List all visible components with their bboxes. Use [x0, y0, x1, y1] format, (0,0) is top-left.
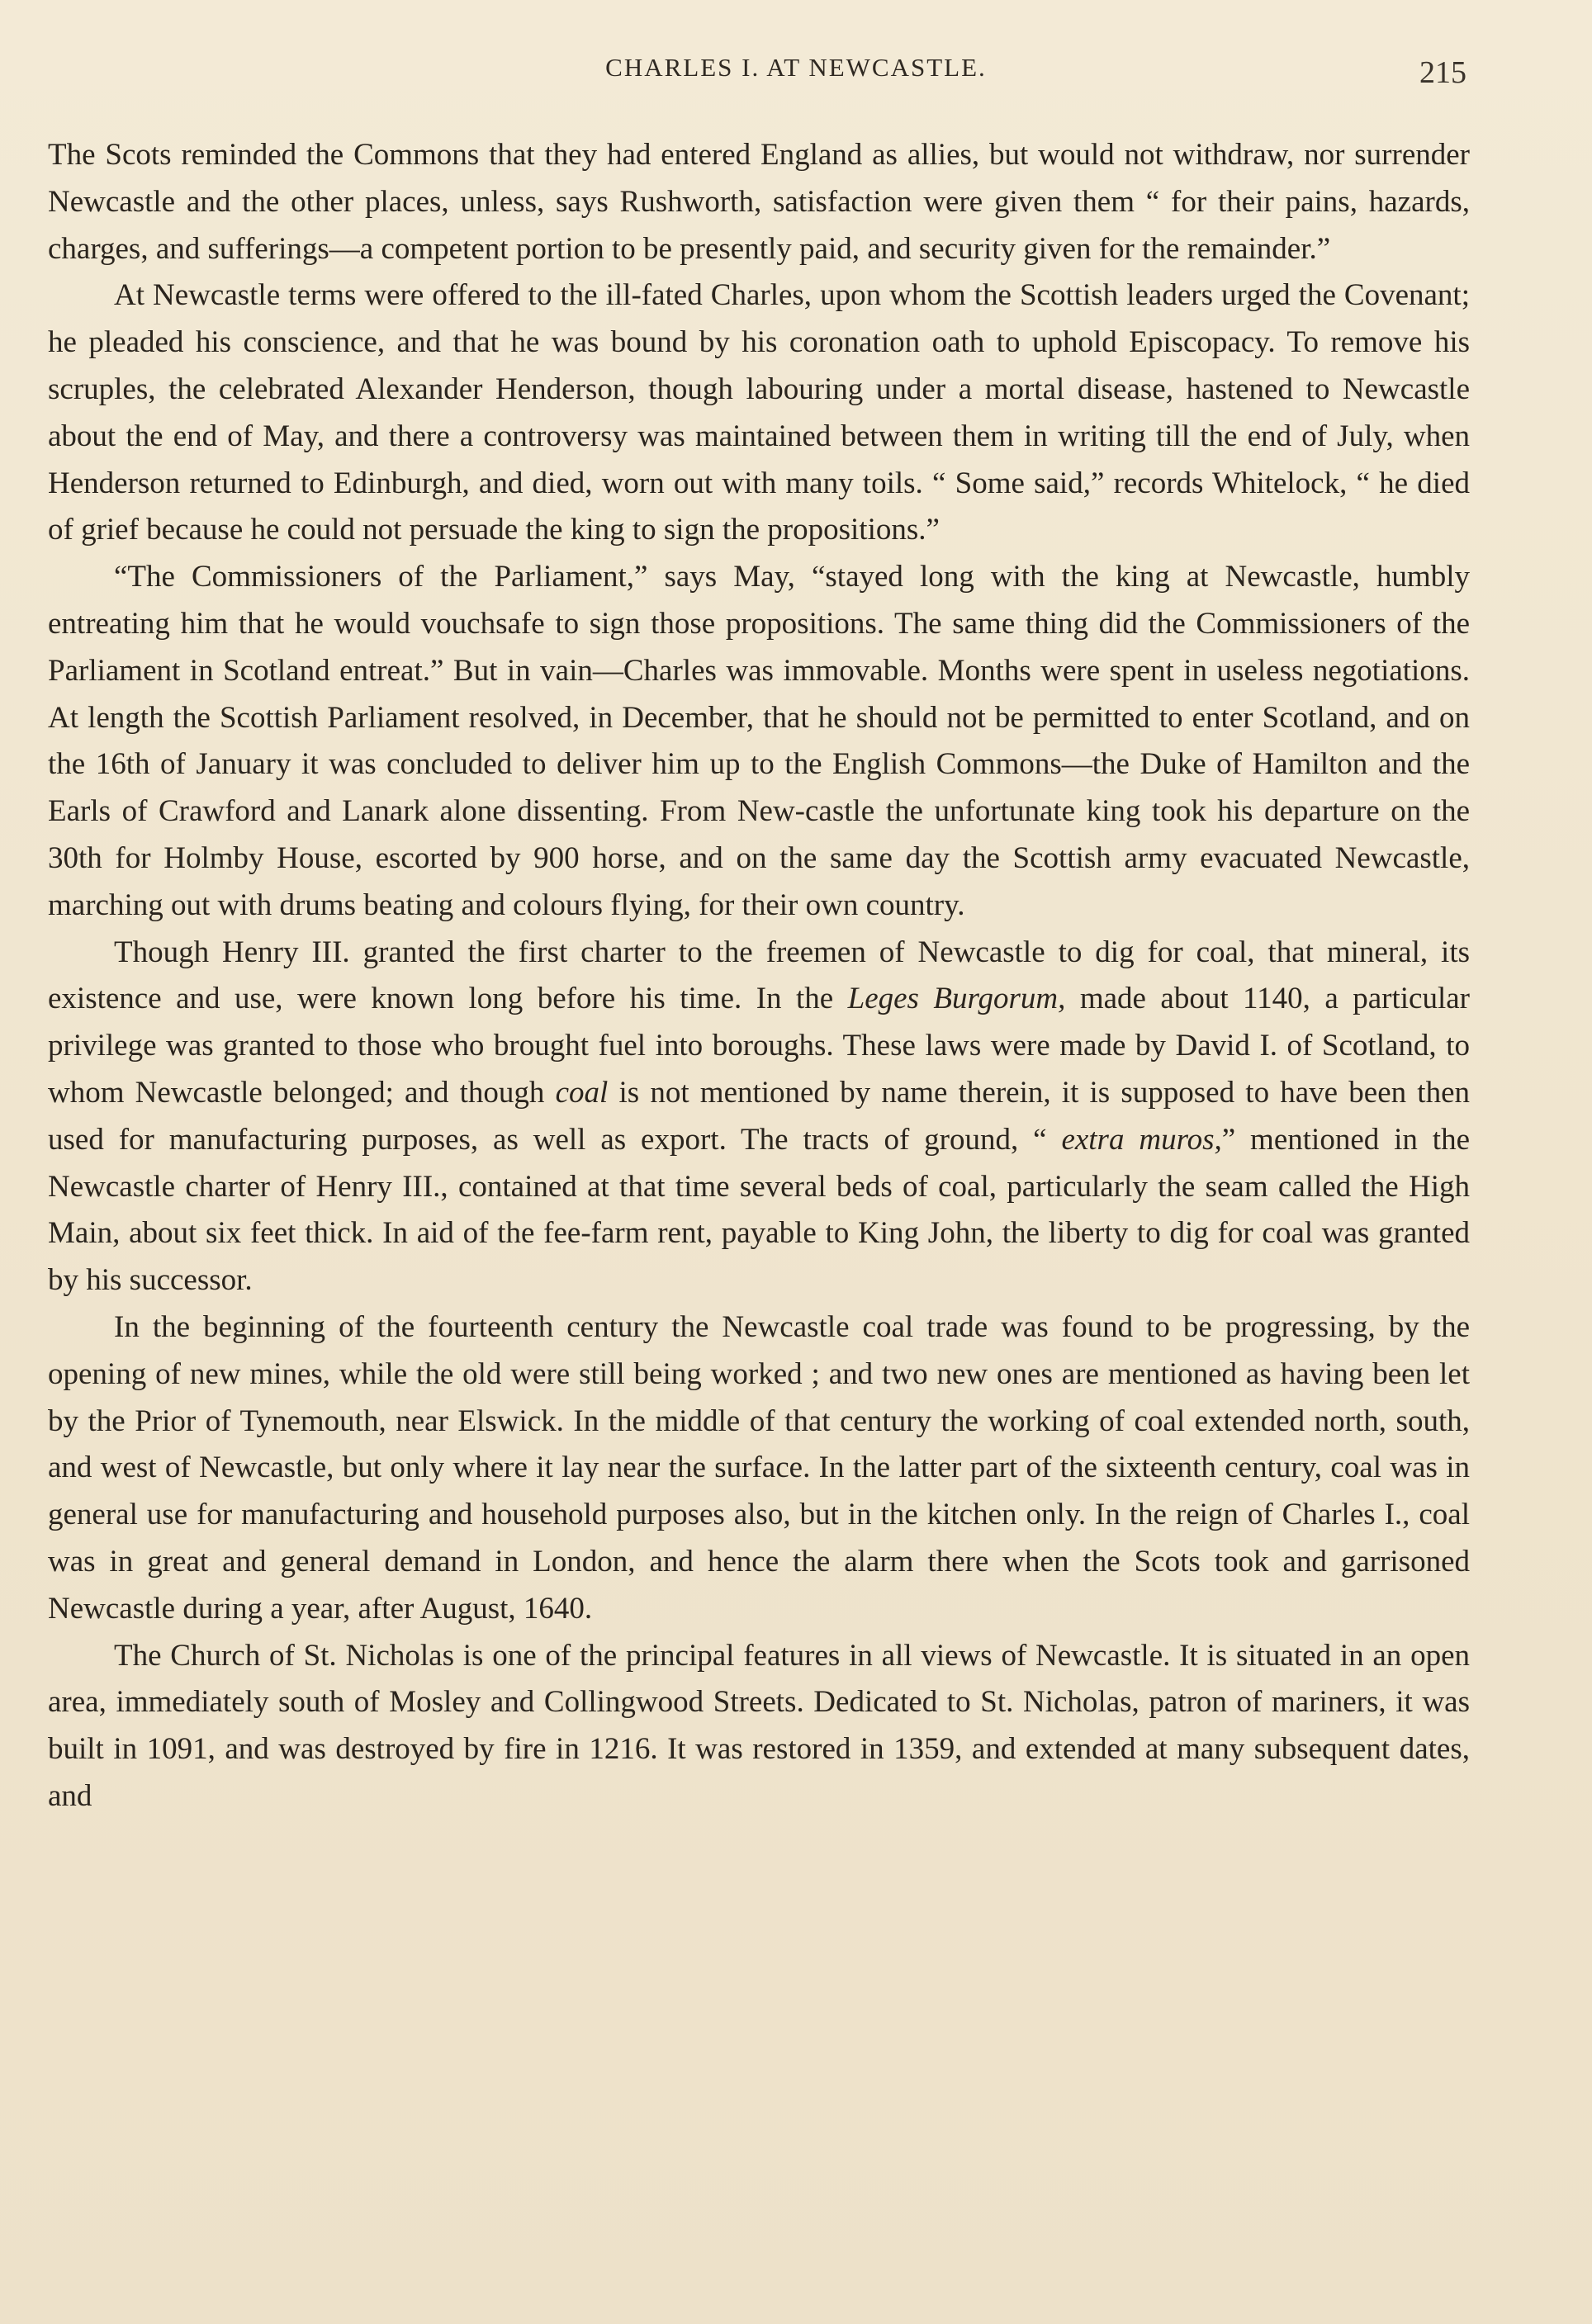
paragraph-3	[48, 554, 1470, 929]
paragraph-5	[48, 1304, 1470, 1633]
paragraph-text: made about 1140, a particular privilege was granted to those who brought fuel into boroughs. These laws were made by David I. of Scotland, to whom Newcastle belonged; and though	[48, 982, 1470, 1110]
italic-word-coal: coal	[555, 1075, 609, 1110]
running-title: CHARLES I. AT NEWCASTLE.	[605, 53, 987, 82]
paragraph-text: “The Commissioners of the Parliament,” says May, “stayed long with the king at Newcastle, humbly entreating him that he would vouchsafe to sign those propositions. The same thing did the Commissioners of the Parliament in Scotland entreat.” But in vain—Charles was immovable. Months were spent in useless negotiations. At length the Scottish Parliament resolved, in December, that he should not be permitted to enter Scotland, and on the 16th of January it was concluded to deliver him up to the English Commons—the Duke of Hamilton and the Earls of Crawford and Lanark alone dissenting. From New-castle the unfortunate king took his departure on the 30th for Holmby House, escorted by 900 horse, and on the same day the Scottish army evacuated Newcastle, marching out with drums beating and colours flying, for their own country.	[48, 560, 1470, 922]
paragraph-4	[48, 930, 1470, 1304]
paragraph-text: The Church of St. Nicholas is one of the principal features in all views of Newcastle. It is situated in an open area, immediately south of Mosley and Collingwood Streets. Dedicated to St. Nicholas, patron of mariners, it was built in 1091, and was destroyed by fire in 1216. It was restored in 1359, and extended at many subsequent dates, and	[48, 1638, 1470, 1813]
paragraph-1	[48, 132, 1470, 272]
paragraph-2	[48, 272, 1470, 554]
page-number: 215	[1419, 55, 1466, 90]
paragraph-text: ” mentioned in the Newcastle charter of Henry III., contained at that time several beds of coal, particularly the seam called the High Main, about six feet thick. In aid of the fee-farm rent, payable to King John, the liberty to dig for coal was granted by his successor.	[48, 1122, 1470, 1298]
italic-title-leges-burgorum: Leges Burgorum,	[847, 982, 1066, 1016]
paragraph-text: is not mentioned by name therein, it is supposed to have been then used for manufacturing purposes, as well as export. The tracts of ground, “	[48, 1075, 1470, 1157]
running-head	[0, 53, 1592, 94]
paragraph-text: At Newcastle terms were offered to the ill-fated Charles, upon whom the Scottish leaders urged the Covenant; he pleaded his conscience, and that he was bound by his coronation oath to uphold Episcopacy. To remove his scruples, the celebrated Alexander Henderson, though labouring under a mortal disease, hastened to Newcastle about the end of May, and there a controversy was maintained between them in writing till the end of July, when Henderson returned to Edinburgh, and died, worn out with many toils. “ Some said,” records Whitelock, “ he died of grief because he could not persuade the king to sign the propositions.”	[48, 278, 1470, 547]
paragraph-text: Though Henry III. granted the first charter to the freemen of Newcastle to dig for coal, that mineral, its existence and use, were known long before his time. In the	[48, 935, 1470, 1016]
paragraph-text: In the beginning of the fourteenth century the Newcastle coal trade was found to be progressing, by the opening of new mines, while the old were still being worked ; and two new ones are mentioned as having been let by the Prior of Tynemouth, near Elswick. In the middle of that century the working of coal extended north, south, and west of Newcastle, but only where it lay near the surface. In the latter part of the sixteenth century, coal was in general use for manufacturing and household purposes also, but in the kitchen only. In the reign of Charles I., coal was in great and general demand in London, and hence the alarm there when the Scots took and garrisoned Newcastle during a year, after August, 1640.	[48, 1309, 1470, 1626]
body-text	[48, 132, 1470, 1820]
italic-phrase-extra-muros: extra muros,	[1061, 1122, 1222, 1157]
paragraph-text: The Scots reminded the Commons that they had entered England as allies, but would not withdraw, nor surrender Newcastle and the other places, unless, says Rushworth, satisfaction were given them “ for their pains, hazards, charges, and sufferings—a competent portion to be presently paid, and security given for the remainder.”	[48, 138, 1470, 266]
paragraph-6	[48, 1633, 1470, 1820]
